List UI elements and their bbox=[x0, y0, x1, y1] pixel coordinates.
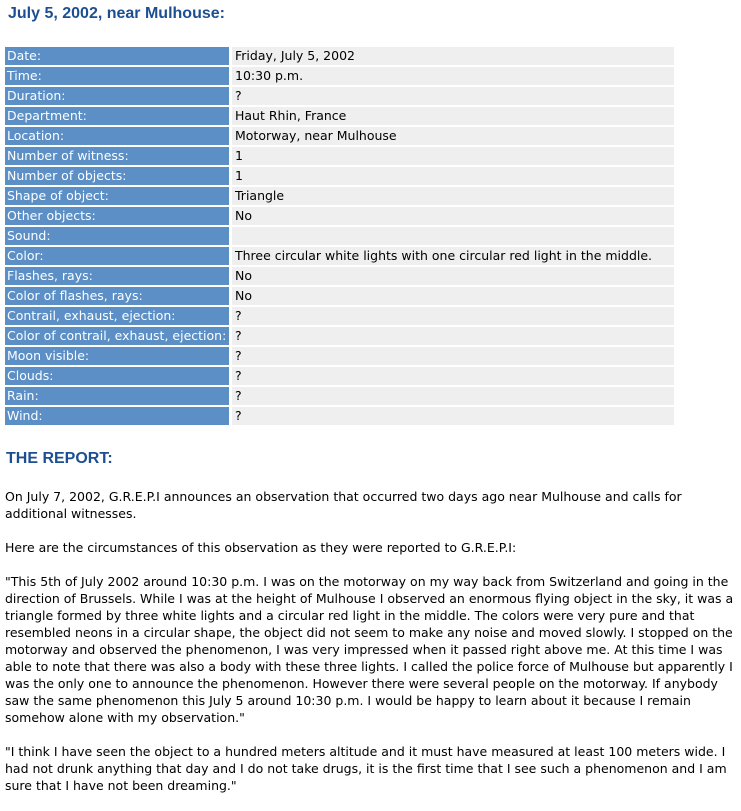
shape-of-object-label: Shape of object: bbox=[5, 187, 232, 205]
number-of-objects-label: Number of objects: bbox=[5, 167, 232, 185]
table-row-contrail bbox=[5, 307, 674, 325]
color-value: Three circular white lights with one circular red light in the middle. bbox=[232, 247, 674, 265]
other-objects-label: Other objects: bbox=[5, 207, 232, 225]
color-of-flashes-rays-label: Color of flashes, rays: bbox=[5, 287, 232, 305]
table-row-color-of-flashes-rays bbox=[5, 287, 674, 305]
report-body bbox=[5, 488, 738, 811]
color-of-contrail-value: ? bbox=[232, 327, 674, 345]
table-row-duration bbox=[5, 87, 674, 105]
date-label: Date: bbox=[5, 47, 232, 65]
department-label: Department: bbox=[5, 107, 232, 125]
contrail-label: Contrail, exhaust, ejection: bbox=[5, 307, 232, 325]
sound-value bbox=[232, 227, 674, 245]
contrail-value: ? bbox=[232, 307, 674, 325]
time-label: Time: bbox=[5, 67, 232, 85]
report-heading: THE REPORT: bbox=[6, 450, 113, 467]
table-row-other-objects bbox=[5, 207, 674, 225]
flashes-rays-label: Flashes, rays: bbox=[5, 267, 232, 285]
table-row-number-of-objects bbox=[5, 167, 674, 185]
wind-label: Wind: bbox=[5, 407, 232, 425]
date-value: Friday, July 5, 2002 bbox=[232, 47, 674, 65]
number-of-witness-label: Number of witness: bbox=[5, 147, 232, 165]
table-row-flashes-rays bbox=[5, 267, 674, 285]
table-row-location bbox=[5, 127, 674, 145]
other-objects-value: No bbox=[232, 207, 674, 225]
number-of-objects-value: 1 bbox=[232, 167, 674, 185]
time-value: 10:30 p.m. bbox=[232, 67, 674, 85]
table-row-rain bbox=[5, 387, 674, 405]
table-row-wind bbox=[5, 407, 674, 425]
location-label: Location: bbox=[5, 127, 232, 145]
duration-label: Duration: bbox=[5, 87, 232, 105]
report-paragraph-witness-account: "This 5th of July 2002 around 10:30 p.m. I was on the motorway on my way back from Switzerland and going in the direction of Brussels. While I was at the height of Mulhouse I observed an enormous flying object in the sky, it was a triangle formed by three white lights and a circular red light in the middle. The colors were very pure and that resembled neons in a circular shape, the object did not seem to make any noise and moved slowly. I stopped on the motorway and observed the phenomenon, I was very impressed when it passed right above me. At this time I was able to note that there was also a body with these three lights. I called the police force of Mulhouse but apparently I was the only one to announce the phenomenon. However there were several people on the motorway. If anybody saw the same phenomenon this July 5 around 10:30 p.m. I would be happy to learn about it because I remain somehow alone with my observation." bbox=[5, 574, 734, 725]
clouds-value: ? bbox=[232, 367, 674, 385]
number-of-witness-value: 1 bbox=[232, 147, 674, 165]
duration-value: ? bbox=[232, 87, 674, 105]
wind-value: ? bbox=[232, 407, 674, 425]
rain-label: Rain: bbox=[5, 387, 232, 405]
table-row-color-of-contrail bbox=[5, 327, 674, 345]
color-label: Color: bbox=[5, 247, 232, 265]
department-value: Haut Rhin, France bbox=[232, 107, 674, 125]
report-paragraph-witness-statement: "I think I have seen the object to a hundred meters altitude and it must have measured at least 100 meters wide. I had not drunk anything that day and I do not take drugs, it is the first time that I see such a phenomenon and I am sure that I have not been dreaming." bbox=[5, 744, 727, 793]
clouds-label: Clouds: bbox=[5, 367, 232, 385]
rain-value: ? bbox=[232, 387, 674, 405]
table-row-number-of-witness bbox=[5, 147, 674, 165]
location-value: Motorway, near Mulhouse bbox=[232, 127, 674, 145]
report-paragraph-intro: Here are the circumstances of this observation as they were reported to G.R.E.P.I: bbox=[5, 540, 517, 555]
table-row-time bbox=[5, 67, 674, 85]
table-row-sound bbox=[5, 227, 674, 245]
shape-of-object-value: Triangle bbox=[232, 187, 674, 205]
sound-label: Sound: bbox=[5, 227, 232, 245]
table-row-color bbox=[5, 247, 674, 265]
table-row-moon-visible bbox=[5, 347, 674, 365]
table-row-department bbox=[5, 107, 674, 125]
color-of-flashes-rays-value: No bbox=[232, 287, 674, 305]
flashes-rays-value: No bbox=[232, 267, 674, 285]
report-paragraph-announcement: On July 7, 2002, G.R.E.P.I announces an observation that occurred two days ago near Mulhouse and calls for additional witnesses. bbox=[5, 489, 682, 521]
moon-visible-value: ? bbox=[232, 347, 674, 365]
sighting-details-table bbox=[5, 45, 674, 427]
color-of-contrail-label: Color of contrail, exhaust, ejection: bbox=[5, 327, 232, 345]
table-row-date bbox=[5, 47, 674, 65]
moon-visible-label: Moon visible: bbox=[5, 347, 232, 365]
page-title: July 5, 2002, near Mulhouse: bbox=[8, 5, 225, 22]
table-row-shape-of-object bbox=[5, 187, 674, 205]
table-row-clouds bbox=[5, 367, 674, 385]
